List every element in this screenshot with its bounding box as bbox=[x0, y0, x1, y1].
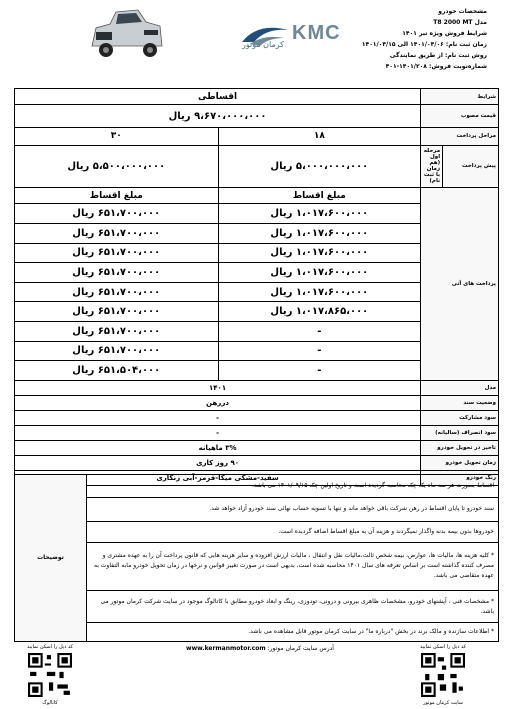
price-value: ۹،۶۷۰،۰۰۰،۰۰۰ ریال bbox=[15, 105, 421, 128]
info-line: مشخصات خودرو bbox=[438, 8, 487, 15]
installment-header-18: مبلغ اقساط bbox=[218, 188, 421, 204]
brand-subtitle: کرمان موتور bbox=[241, 40, 284, 49]
header-info bbox=[337, 6, 487, 72]
installment-cell: ۶۵۱،۷۰۰،۰۰۰ ریال bbox=[15, 263, 219, 283]
kmc-logo bbox=[236, 20, 341, 52]
website-label: آدرس سایت کرمان موتور: bbox=[267, 645, 334, 652]
stage-30: ۳۰ bbox=[15, 128, 219, 145]
first-stage-label: مرحله اول (هم زمان با ثبت نام) bbox=[421, 145, 443, 188]
color-label: رنگ خودرو bbox=[421, 470, 499, 485]
document-label: وضعیت سند bbox=[421, 395, 499, 410]
installment-cell: ۱،۰۱۷،۶۰۰،۰۰۰ ریال bbox=[218, 204, 421, 224]
future-payments-label: پرداخت های آتی bbox=[421, 188, 499, 381]
document-value: دررهن bbox=[15, 395, 421, 410]
model-value: ۱۴۰۱ bbox=[15, 380, 421, 395]
installment-cell: ۶۵۱،۷۰۰،۰۰۰ ریال bbox=[15, 204, 219, 224]
catalog-qr-icon[interactable] bbox=[28, 653, 72, 697]
annual-label: سود انصراف (سالیانه) bbox=[421, 425, 499, 440]
notes-table bbox=[14, 474, 499, 642]
catalog-qr-block bbox=[10, 644, 90, 706]
info-line: شماره‌نوبت فروش: ۱۴۰۱/۲۰۸-۴۰۱ bbox=[385, 63, 487, 70]
note-item: اقساط بصورت هر سه ماه یک چک محاسبه گردیده است و تاریخ اولین چک ۱۴۰۱/۰۹/۱۵ می باشد. bbox=[87, 475, 499, 498]
terms-value: اقساطی bbox=[15, 89, 421, 105]
note-item: خودروها بدون بیمه بدنه واگذار نمیگردند و هزینه آن به مبلغ اقساط اضافه گردیده است. bbox=[87, 521, 499, 542]
terms-label: شرایط bbox=[421, 89, 499, 105]
installment-cell: ۶۵۱،۷۰۰،۰۰۰ ریال bbox=[15, 302, 219, 322]
installment-cell: ۱،۰۱۷،۸۶۵،۰۰۰ ریال bbox=[218, 302, 421, 322]
annual-value: - bbox=[15, 425, 421, 440]
installment-cell: ۶۵۱،۷۰۰،۰۰۰ ریال bbox=[15, 243, 219, 263]
website-line bbox=[140, 645, 380, 652]
installment-cell: ۱،۰۱۷،۶۰۰،۰۰۰ ریال bbox=[218, 263, 421, 283]
installment-cell: ۱،۰۱۷،۶۰۰،۰۰۰ ریال bbox=[218, 223, 421, 243]
prepay-18: ۵،۰۰۰،۰۰۰،۰۰۰ ریال bbox=[218, 145, 421, 188]
qr-subcaption: کاتالوگ bbox=[42, 700, 58, 706]
note-item: * کلیه هزینه ها، مالیات ها، عوارض، بیمه شخص ثالث،مالیات نقل و انتقال ، مالیات ارزش افزوده و سایر هزینه هایی که قانون پرداخت آن را به عهده مشتری و مصرف کننده گذاشته است بر اساس تعرفه های سال ۱۴۰۱ محاسبه شده است، بدیهی است در صورت تغییر قوانین و نرخها در زمان تحویل خودرو مابه التفاوت به عهده متقاضی می باشد. bbox=[87, 542, 499, 591]
delay-value: ۳% ماهیانه bbox=[15, 440, 421, 455]
installment-cell: ۶۵۱،۷۰۰،۰۰۰ ریال bbox=[15, 282, 219, 302]
installment-header-30: مبلغ اقساط bbox=[15, 188, 219, 204]
installment-cell: - bbox=[218, 322, 421, 342]
installment-cell: - bbox=[218, 361, 421, 381]
installment-cell: ۱،۰۱۷،۶۰۰،۰۰۰ ریال bbox=[218, 282, 421, 302]
note-item: سند خودرو تا پایان اقساط در رهن شرکت باقی خواهد ماند و تنها با تسویه حساب نهائی سند خودرو آزاد خواهد شد. bbox=[87, 498, 499, 521]
installment-cell: ۱،۰۱۷،۶۰۰،۰۰۰ ریال bbox=[218, 243, 421, 263]
qr-caption: کد ذیل را اسکن نمایید bbox=[26, 644, 74, 650]
brand-name: KMC bbox=[292, 22, 341, 44]
site-qr-block bbox=[401, 644, 485, 706]
installment-cell: ۶۵۱،۷۰۰،۰۰۰ ریال bbox=[15, 223, 219, 243]
note-item: * مشخصات فنی ، آپشنهای خودرو، مشخصات ظاهری بیرونی و درونی، تودوزی، رینگ و ابعاد خودرو مطابق با کاتالوگ موجود در سایت شرکت کرمان موتور می باشد. bbox=[87, 591, 499, 623]
qr-subcaption: سایت کرمان موتور bbox=[423, 700, 463, 706]
installment-cell: ۶۵۱،۷۰۰،۰۰۰ ریال bbox=[15, 322, 219, 342]
header bbox=[0, 0, 513, 84]
stages-label: مراحل پرداخت bbox=[421, 128, 499, 145]
website-link[interactable]: www.kermanmotor.com bbox=[186, 645, 266, 652]
prepay-30: ۵،۵۰۰،۰۰۰،۰۰۰ ریال bbox=[15, 145, 219, 188]
partnership-value: - bbox=[15, 410, 421, 425]
color-value: سفید-مشکی میکا-قرمز-آبی زنگاری bbox=[15, 470, 421, 485]
partnership-label: سود مشارکت bbox=[421, 410, 499, 425]
installment-cell: ۶۵۱،۵۰۴،۰۰۰ ریال bbox=[15, 361, 219, 381]
qr-caption: کد ذیل را اسکن نمایید bbox=[419, 644, 467, 650]
delay-label: تاخیر در تحویل خودرو bbox=[421, 440, 499, 455]
delivery-label: زمان تحویل خودرو bbox=[421, 455, 499, 470]
prepay-label: پیش پرداخت bbox=[443, 145, 499, 188]
info-line: شرایط فروش ویژه تیر ۱۴۰۱ bbox=[402, 30, 487, 37]
stage-18: ۱۸ bbox=[218, 128, 421, 145]
sales-terms-table bbox=[14, 88, 499, 486]
delivery-value: ۹۰ روز کاری bbox=[15, 455, 421, 470]
installment-cell: - bbox=[218, 341, 421, 361]
site-qr-icon[interactable] bbox=[421, 653, 465, 697]
info-line: روش ثبت نام: از طریق نمایندگی bbox=[389, 52, 487, 59]
model-label: مدل bbox=[421, 380, 499, 395]
info-line: مدل T8 2000 MT bbox=[433, 19, 487, 26]
price-label: قیمت مصوب bbox=[421, 105, 499, 128]
info-line: زمان ثبت نام: ۱۴۰۱/۰۴/۰۶ الی ۱۴۰۱/۰۴/۱۵ bbox=[361, 41, 487, 48]
note-item: * اطلاعات سازنده و مالک برند در بخش "درباره ما" در سایت کرمان موتور قابل مشاهده می باشد. bbox=[87, 622, 499, 641]
pickup-truck-image bbox=[86, 2, 166, 68]
notes-label: توضیحات bbox=[15, 475, 87, 642]
installment-cell: ۶۵۱،۷۰۰،۰۰۰ ریال bbox=[15, 341, 219, 361]
